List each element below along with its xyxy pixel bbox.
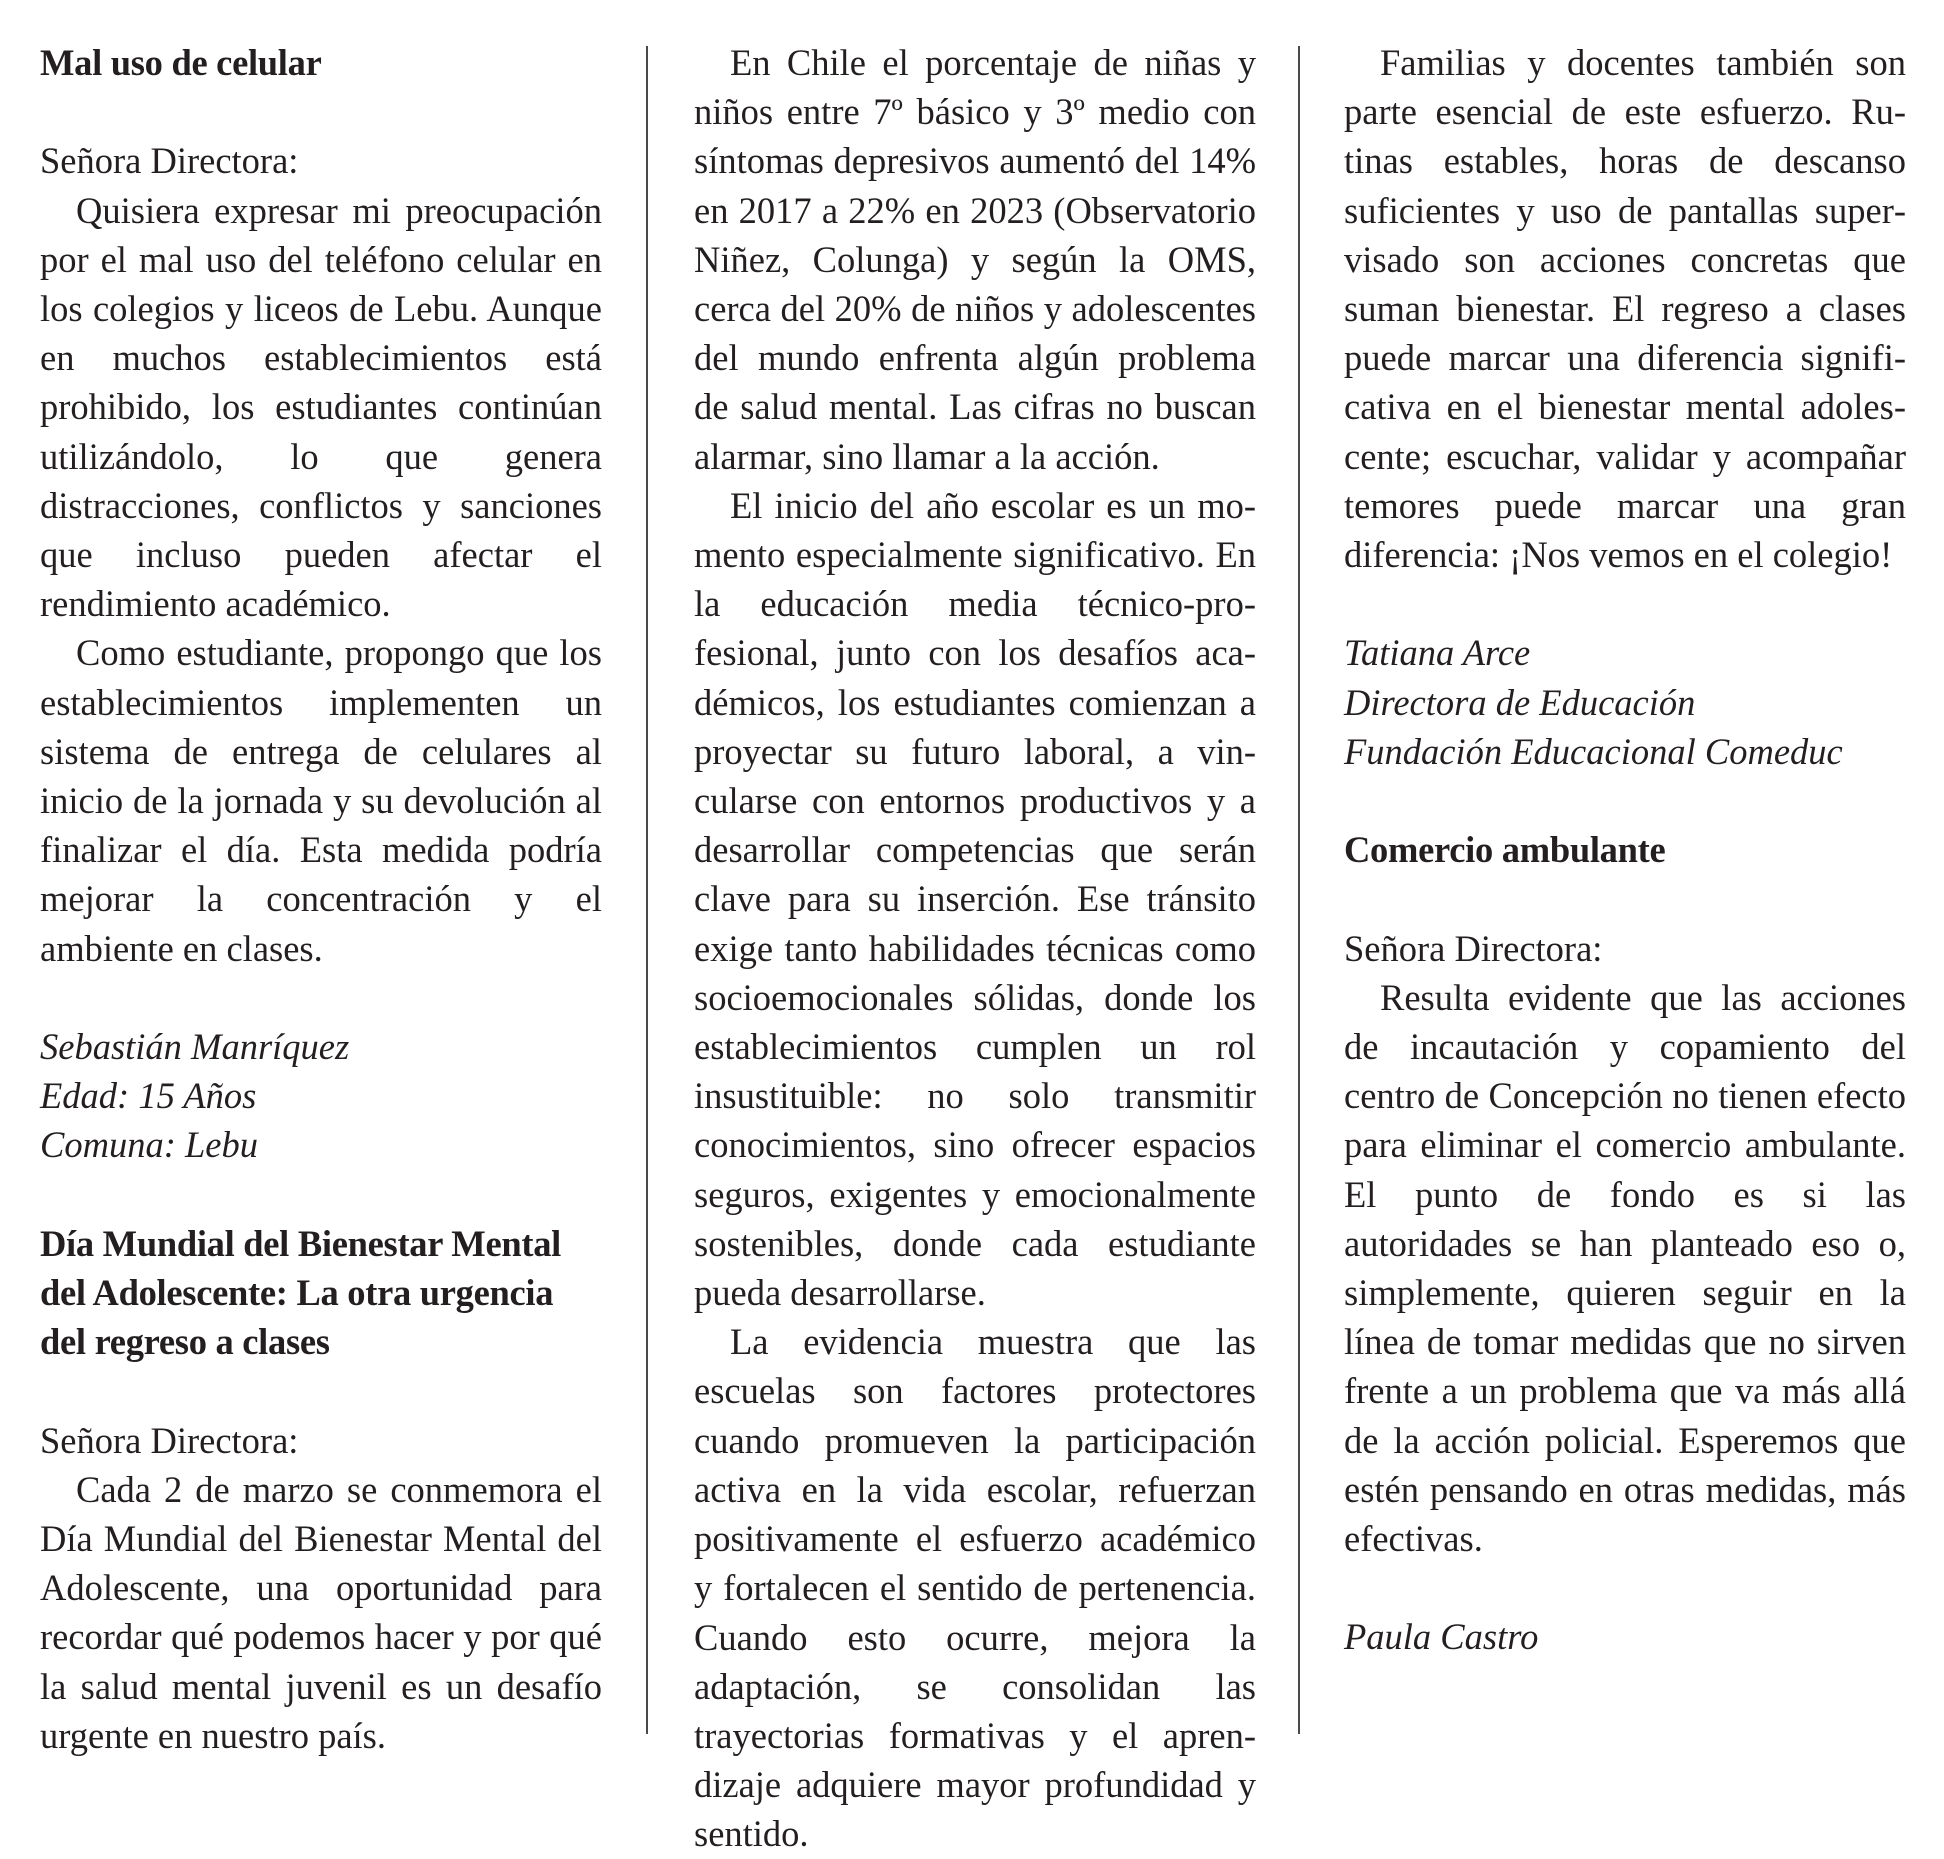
letter-paragraph: Quisiera expresar mi preocupación por el mal uso del teléfono celular en los colegios y liceos de Lebu. Aunque en muchos establecimientos está prohibido, los estudiantes continúan utilizándolo, lo que genera distracciones, conflictos y sanciones que incluso pueden afectar el rendimiento académico. xyxy=(40,189,602,625)
signature-name: Paula Castro xyxy=(1344,1616,1539,1658)
signature-name: Tatiana Arce xyxy=(1344,632,1531,674)
salutation: Señora Directora: xyxy=(1344,927,1603,969)
letter-signature xyxy=(40,1022,602,1170)
letter-paragraph: Cada 2 de marzo se conmemora el Día Mundial del Bienestar Mental del Adolescente, una oportunidad para recordar qué podemos hacer y por qué la salud mental juvenil es un desafío urgente en nuestro país. xyxy=(40,1468,602,1756)
letter-paragraph: Familias y docentes también son parte esencial de este esfuerzo. Rutinas estables, horas de descanso suficientes y uso de pantallas supervisado son acciones concretas que suman bienestar. El regreso a clases puede marcar una diferencia significativa en el bienestar mental adolescente; escuchar, validar y acompañar temores puede marcar una gran diferencia: ¡Nos vemos en el colegio! xyxy=(1344,42,1906,576)
signature-name: Sebastián Manríquez xyxy=(40,1026,350,1068)
salutation: Señora Directora: xyxy=(40,1419,299,1461)
signature-detail: Comuna: Lebu xyxy=(40,1124,258,1166)
letter-paragraph: Como estudiante, propongo que los establecimientos implementen un sistema de entrega de celulares al inicio de la jornada y su devolución al finalizar el día. Esta medida podría mejorar la concentración y el ambiente en clases. xyxy=(40,632,602,969)
letter-title: Mal uso de celular xyxy=(40,42,322,83)
salutation: Señora Directora: xyxy=(40,140,299,182)
letter-title: Comercio ambulante xyxy=(1344,829,1666,871)
letter-paragraph: Resulta evidente que las acciones de incautación y copamiento del centro de Concepción no tienen efecto para eliminar el comercio ambulante. El punto de fondo es si las autoridades se han planteado eso o, simplemente, quieren seguir en la línea de tomar medidas que no sirven frente a un problema que va más allá de la acción policial. Esperemos que estén pensando en otras medidas, más efectivas. xyxy=(1344,976,1906,1560)
letter-signature xyxy=(1344,628,1906,776)
letter-title: Día Mundial del Bienestar Mental del Adolescente: La otra urgencia del regreso a clases xyxy=(40,1222,562,1363)
column-divider xyxy=(1298,46,1300,1734)
column-2 xyxy=(694,38,1256,1859)
letter-paragraph: La evidencia muestra que las escuelas son factores protectores cuando promueven la participación activa en la vida escolar, refuerzan positivamente el esfuerzo académico y fortalecen el sentido de pertenencia. Cuando esto ocurre, mejora la adaptación, se consolidan las trayectorias formativas y el aprendizaje adquiere mayor profundidad y sentido. xyxy=(694,1321,1256,1855)
signature-detail: Directora de Educación xyxy=(1344,681,1696,723)
column-3 xyxy=(1344,38,1906,1662)
letter-paragraph: En Chile el porcentaje de niñas y niños entre 7º básico y 3º medio con síntomas depresivos aumentó del 14% en 2017 a 22% en 2023 (Observatorio Niñez, Colunga) y según la OMS, cerca del 20% de niños y adolescentes del mundo enfrenta algún problema de salud mental. Las cifras no buscan alarmar, sino llamar a la acción. xyxy=(694,42,1256,477)
column-1 xyxy=(40,38,602,1760)
column-divider xyxy=(646,46,648,1734)
letter-signature xyxy=(1344,1612,1906,1661)
letter-paragraph: El inicio del año escolar es un momento especialmente significativo. En la educación media técnico-profesional, junto con los desafíos académicos, los estudiantes comienzan a proyectar su futuro laboral, a vincularse con entornos productivos y a desarrollar competencias que serán clave para su inserción. Ese tránsito exige tanto habilidades técnicas como socioemocionales sólidas, donde los establecimientos cumplen un rol insustituible: no solo transmitir conocimientos, sino ofrecer espacios seguros, exigentes y emocionalmente sostenibles, donde cada estudiante pueda desarrollarse. xyxy=(694,484,1256,1314)
signature-detail: Fundación Educacional Comeduc xyxy=(1344,730,1843,772)
signature-detail: Edad: 15 Años xyxy=(40,1075,257,1117)
